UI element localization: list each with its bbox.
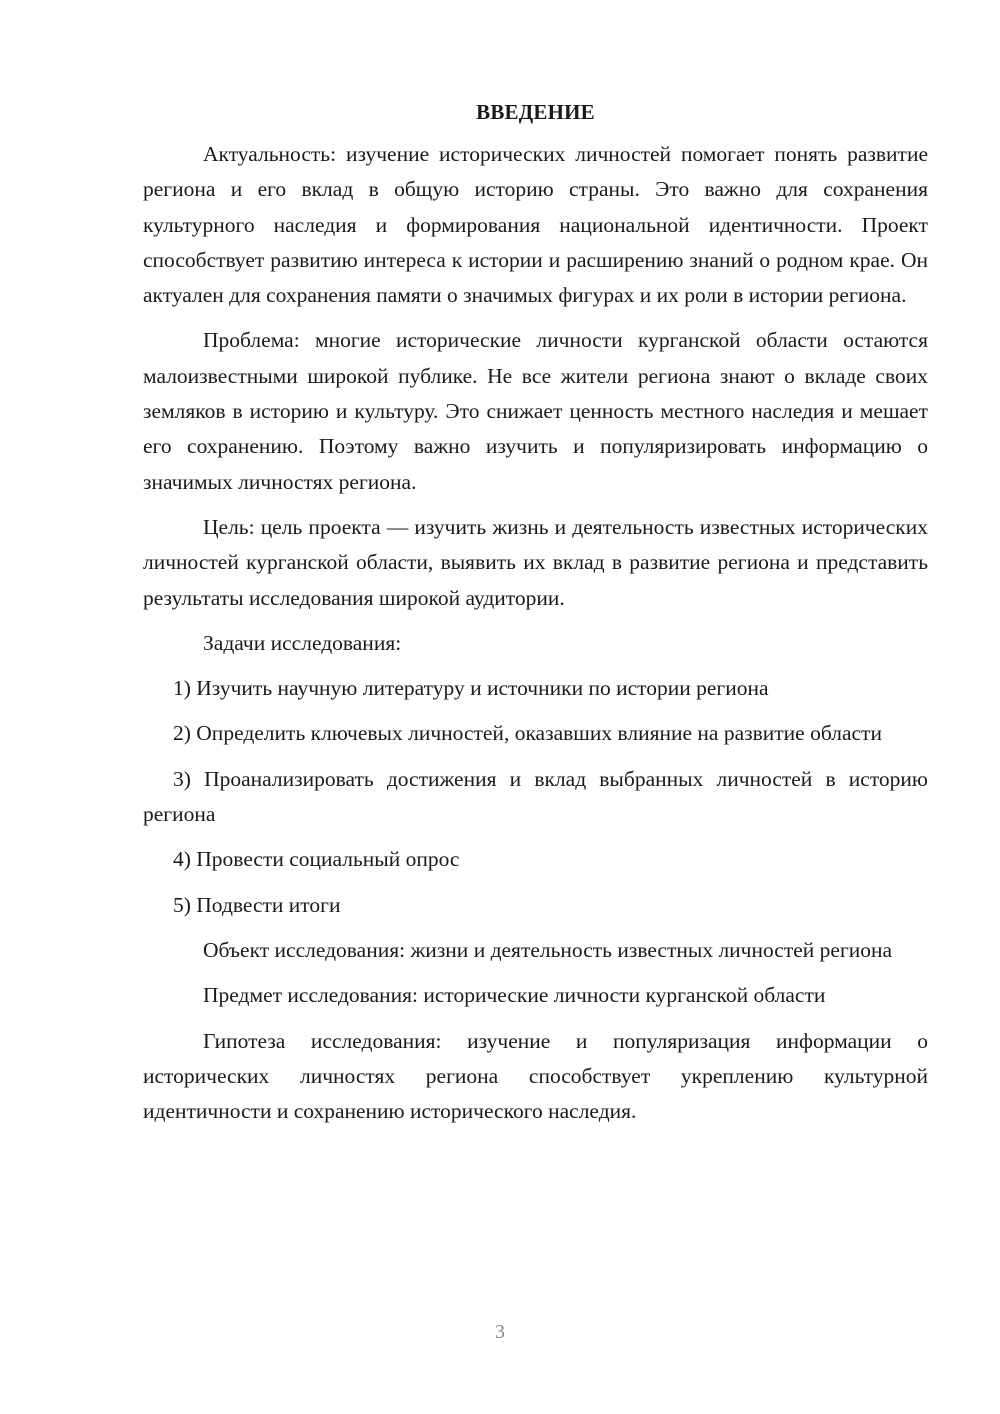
list-item: 4) Провести социальный опрос (173, 847, 460, 872)
paragraph-subject: Предмет исследования: исторические личности курганской области (203, 983, 826, 1008)
tasks-list (143, 671, 928, 923)
list-item: 1) Изучить научную литературу и источники по истории региона (173, 676, 769, 701)
list-item: 2) Определить ключевых личностей, оказавших влияние на развитие области (173, 721, 882, 746)
page-number: 3 (495, 1321, 505, 1343)
paragraph-relevance: Актуальность: изучение исторических личностей помогает понять развитие региона и его вклад в общую историю страны. Это важно для сохранения культурного наследия и формирования национальной идентичности. Проект способствует развитию интереса к истории и расширению знаний о родном крае. Он актуален для сохранения памяти о значимых фигурах и их роли в истории региона. (143, 142, 928, 308)
paragraph-object: Объект исследования: жизни и деятельность известных личностей региона (203, 937, 893, 962)
paragraph-goal: Цель: цель проекта — изучить жизнь и деятельность известных исторических личностей курганской области, выявить их вклад в развитие региона и представить результаты исследования широкой аудитории. (143, 514, 928, 610)
list-item: 5) Подвести итоги (173, 892, 341, 917)
paragraph-hypothesis: Гипотеза исследования: изучение и популяризация информации о исторических личностях региона способствует укреплению культурной идентичности и сохранению исторического наследия. (143, 1028, 928, 1124)
list-item: 3) Проанализировать достижения и вклад выбранных личностей в историю региона (143, 766, 928, 827)
page-title: ВВЕДЕНИЕ (476, 100, 595, 124)
paragraph-problem: Проблема: многие исторические личности курганской области остаются малоизвестными широкой публике. Не все жители региона знают о вкладе своих земляков в историю и культуру. Это снижает ценность местного наследия и мешает его сохранению. Поэтому важно изучить и популяризировать информацию о значимых личностях региона. (143, 328, 928, 494)
document-page (143, 95, 928, 1139)
tasks-heading: Задачи исследования: (203, 630, 402, 655)
